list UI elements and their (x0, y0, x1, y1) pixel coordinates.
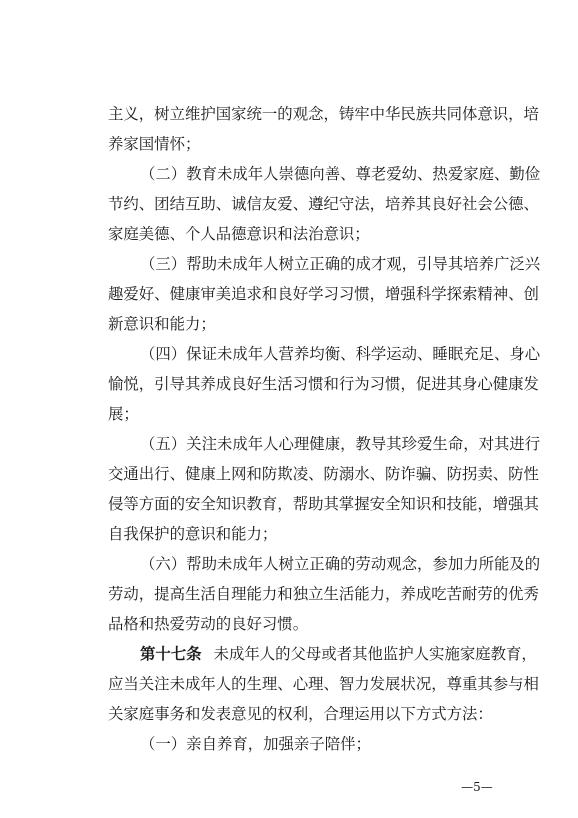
list-item-6-line: （六）帮助未成年人树立正确的劳动观念，参加力所能及的 (140, 555, 541, 573)
list-item-2-line: （二）教育未成年人崇德向善、尊老爱幼、热爱家庭、勤俭 (140, 165, 541, 183)
text-line: 新意识和能力； (108, 315, 216, 333)
list-item-4-line: （四）保证未成年人营养均衡、科学运动、睡眠充足、身心 (140, 345, 541, 363)
text-line: 关家庭事务和发表意见的权利，合理运用以下方式方法： (108, 705, 493, 723)
page-number: —5— (461, 780, 493, 794)
list-item-3-line: （三）帮助未成年人树立正确的成才观，引导其培养广泛兴 (140, 255, 541, 273)
text-line: 展； (108, 405, 139, 423)
text-line: 家庭美德、个人品德意识和法治意识； (108, 225, 370, 243)
text-line: 侵等方面的安全知识教育，帮助其掌握安全知识和技能，增强其 (108, 495, 539, 513)
text-line: 自我保护的意识和能力； (108, 525, 278, 543)
text-line: 愉悦，引导其养成良好生活习惯和行为习惯，促进其身心健康发 (108, 375, 539, 393)
text-line: 养家国情怀； (108, 135, 201, 153)
text-line: 趣爱好、健康审美追求和良好学习习惯，增强科学探索精神、创 (108, 285, 539, 303)
list-item-1-line: （一）亲自养育，加强亲子陪伴； (140, 735, 371, 753)
article-17-heading-line (140, 641, 537, 667)
text-line: 节约、团结互助、诚信友爱、遵纪守法，培养其良好社会公德、 (108, 195, 539, 213)
article-number: 第十七条 (140, 645, 202, 663)
text-line: 劳动，提高生活自理能力和独立生活能力，养成吃苦耐劳的优秀 (108, 585, 539, 603)
list-item-5-line: （五）关注未成年人心理健康，教导其珍爱生命，对其进行 (140, 435, 541, 453)
article-text: 未成年人的父母或者其他监护人实施家庭教育， (213, 645, 537, 663)
text-line: 交通出行、健康上网和防欺凌、防溺水、防诈骗、防拐卖、防性 (108, 465, 539, 483)
text-line: 品格和热爱劳动的良好习惯。 (108, 615, 309, 633)
text-line: 应当关注未成年人的生理、心理、智力发展状况，尊重其参与相 (108, 675, 539, 693)
text-line: 主义，树立维护国家统一的观念，铸牢中华民族共同体意识，培 (108, 105, 539, 123)
